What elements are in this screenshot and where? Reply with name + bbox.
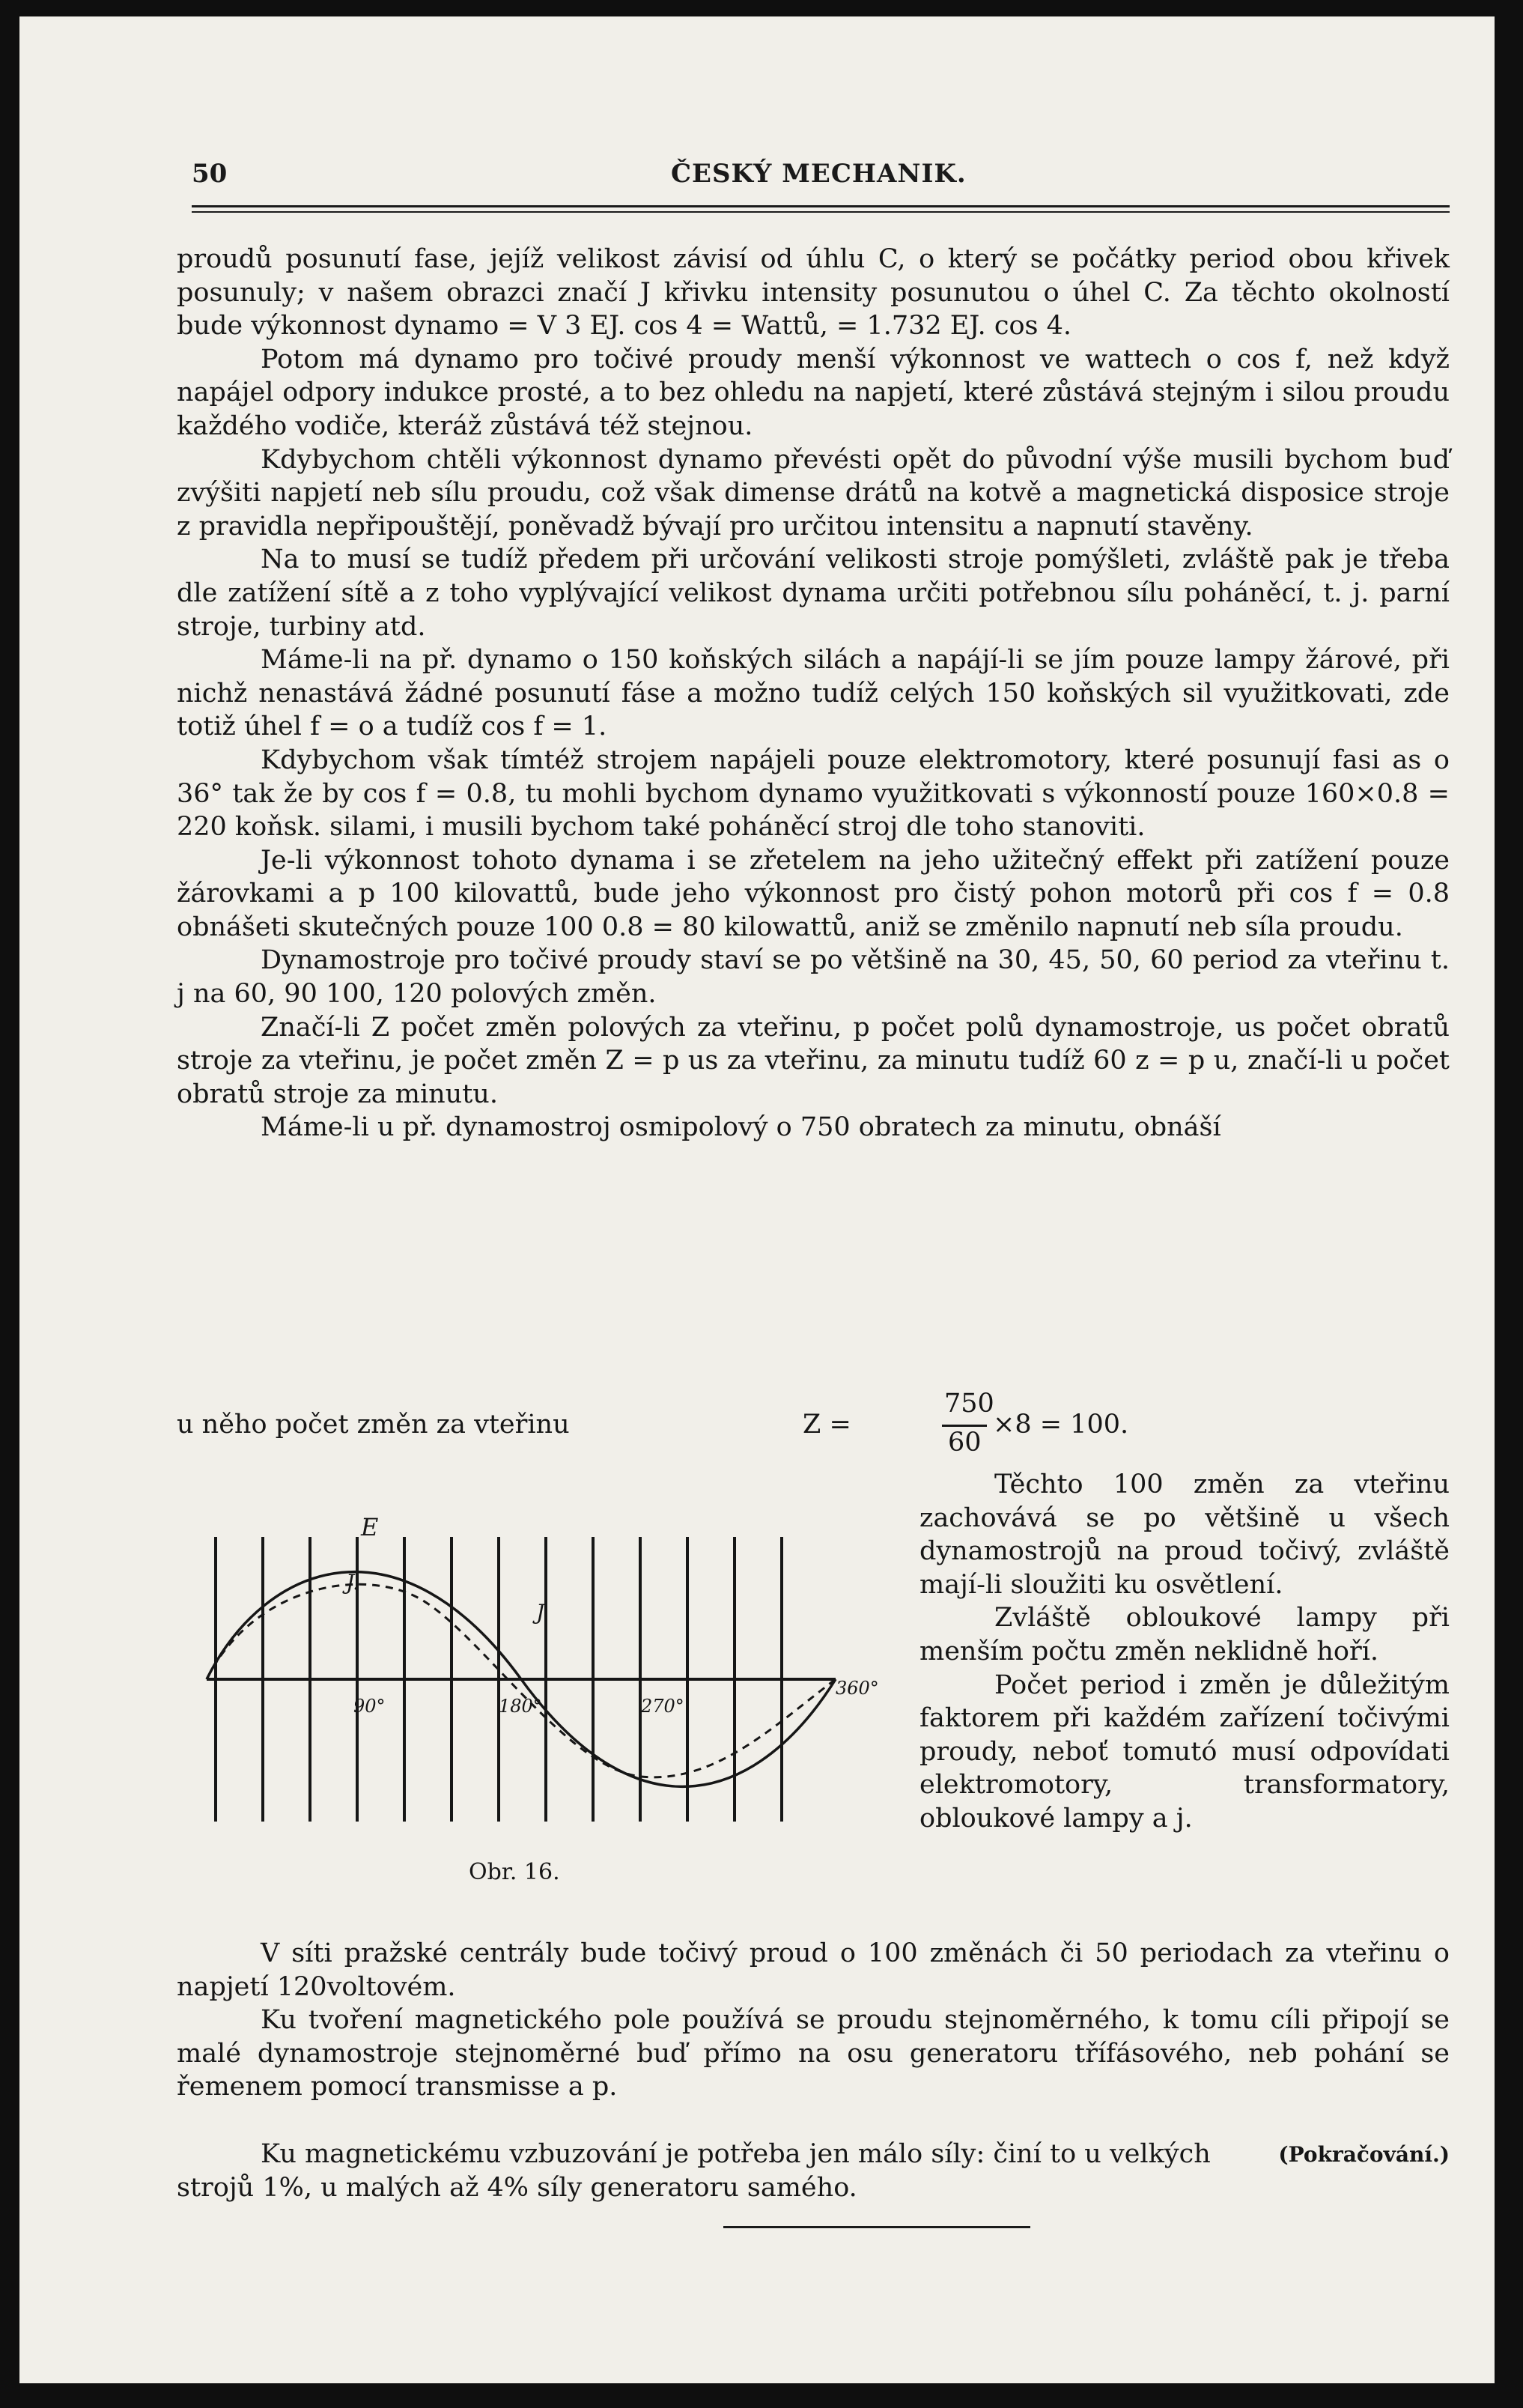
paragraph: Na to musí se tudíž předem při určování velikosti stroje pomýšleti, zvláště pak je třeba dle zatížení sítě a z toho vyplývající velikost dynama určiti potřebnou sílu poháněcí, t. j. parní stroje, turbiny atd. (177, 545, 1450, 642)
paragraph: Máme-li u př. dynamostroj osmipolový o 750 obratech za minutu, obnáší (261, 1112, 1221, 1143)
formula-numerator: 750 (944, 1389, 994, 1419)
paragraph: Ku tvoření magnetického pole používá se proudu stejnoměrného, k tomu cíli připojí se malé dynamostroje stejnoměrné buď přímo na osu generatoru třífásového, neb pohání se řemenem pomocí transmisse a p. (177, 2005, 1450, 2102)
formula-lhs: Z = (803, 1410, 851, 1440)
header-rule-thin (192, 211, 1450, 213)
paragraph: Těchto 100 změn za vteřinu zachovává se po většině u všech dynamostrojů na proud točivý, zvláště mají-li sloužiti ku osvětlení. (919, 1470, 1450, 1600)
body-text-top (177, 243, 1450, 1144)
paragraph: Počet period i změn je důležitým faktorem při každém zařízení točivými proudy, neboť tomutó musí odpovídati elektromotory, transformatory, obloukové lampy a j. (919, 1669, 1450, 1834)
label-j-upper: J. (346, 1570, 359, 1595)
label-j: J (536, 1600, 545, 1625)
paragraph: Potom má dynamo pro točivé proudy menší výkonnost ve wattech o cos f, než když napájel odpory indukce prosté, a to bez ohledu na napjetí, které zůstává stejným i silou proudu každého vodiče, kteráž zůstává též stejnou. (177, 344, 1450, 441)
paragraph: Kdybychom však tímtéž strojem napájeli pouze elektromotory, které posunují fasi as o 36° tak že by cos f = 0.8, tu mohli bychom dynamo využitkovati s výkonností pouze 160×0.8 = 220 koňsk. silami, i musili bychom také poháněcí stroj dle toho stanoviti. (177, 744, 1450, 843)
header-rule-thick (192, 205, 1450, 207)
tick-180: 180° (499, 1696, 542, 1717)
figure-caption: Obr. 16. (469, 1859, 560, 1885)
formula-denominator: 60 (948, 1428, 982, 1458)
sine-wave-diagram (177, 1470, 918, 1859)
label-e: E (361, 1513, 379, 1541)
tick-360: 360° (836, 1678, 879, 1699)
paragraph: Ku magnetickému vzbuzování je potřeba jen málo síly: činí to u velkých strojů 1%, u malých až 4% síly generatoru samého. (177, 2139, 1211, 2203)
formula-rest: ×8 = 100. (993, 1410, 1129, 1440)
continuation-note: (Pokračování.) (1278, 2142, 1450, 2167)
formula-lead: u něho počet změn za vteřinu (177, 1410, 570, 1440)
fraction-bar (942, 1425, 987, 1427)
page-header (192, 150, 1450, 195)
paragraph: V síti pražské centrály bude točivý proud o 100 změnách či 50 periodach za vteřinu o napjetí 120voltovém. (177, 1938, 1450, 2002)
paragraph: proudů posunutí fase, jejíž velikost závisí od úhlu C, o který se počátky period obou křivek posunuly; v našem obrazci značí J křivku intensity posunutou o úhel C. Za těchto okolností bude výkonnost dynamo = V 3 EJ. cos 4 = Wattů, = 1.732 EJ. cos 4. (177, 244, 1450, 342)
page (19, 16, 1495, 2383)
body-text-bottom (177, 1937, 1450, 2104)
paragraph: Kdybychom chtěli výkonnost dynamo převésti opět do původní výše musili bychom buď zvýšiti napjetí neb sílu proudu, což však dimense drátů na kotvě a magnetická disposice stroje z pravidla nepřipouštějí, poněvadž bývají pro určitou intensitu a napnutí stavěny. (177, 444, 1450, 542)
tick-270: 270° (641, 1696, 684, 1717)
paragraph: Je-li výkonnost tohoto dynama i se zřetelem na jeho užitečný effekt při zatížení pouze žárovkami a p 100 kilovattů, bude jeho výkonnost pro čistý pohon motorů při cos f = 0.8 obnášeti skutečných pouze 100 0.8 = 80 kilowattů, aniž se změnilo napnutí neb síla proudu. (177, 845, 1450, 942)
figure-16 (177, 1470, 918, 1919)
footer-rule (723, 2226, 1030, 2228)
paragraph: Máme-li na př. dynamo o 150 koňských silách a napájí-li se jím pouze lampy žárové, při nichž nenastává žádné posunutí fáse a možno tudíž celých 150 koňských sil využitkovati, zde totiž úhel f = o a tudíž cos f = 1. (177, 645, 1450, 742)
page-number: 50 (192, 159, 228, 189)
paragraph: Zvláště obloukové lampy při menším počtu změn neklidně hoří. (919, 1603, 1450, 1667)
tick-90: 90° (353, 1696, 386, 1717)
paragraph: Značí-li Z počet změn polových za vteřinu, p počet polů dynamostroje, us počet obratů stroje za vteřinu, je počet změn Z = p us za vteřinu, za minutu tudíž 60 z = p u, značí-li u počet obratů stroje za minutu. (177, 1012, 1450, 1109)
paragraph: Dynamostroje pro točivé proudy staví se po většině na 30, 45, 50, 60 period za vteřinu t. j na 60, 90 100, 120 polových změn. (177, 945, 1450, 1010)
journal-title: ČESKÝ MECHANIK. (671, 159, 967, 189)
formula-line (177, 1389, 1450, 1464)
body-text-side (919, 1468, 1450, 1836)
